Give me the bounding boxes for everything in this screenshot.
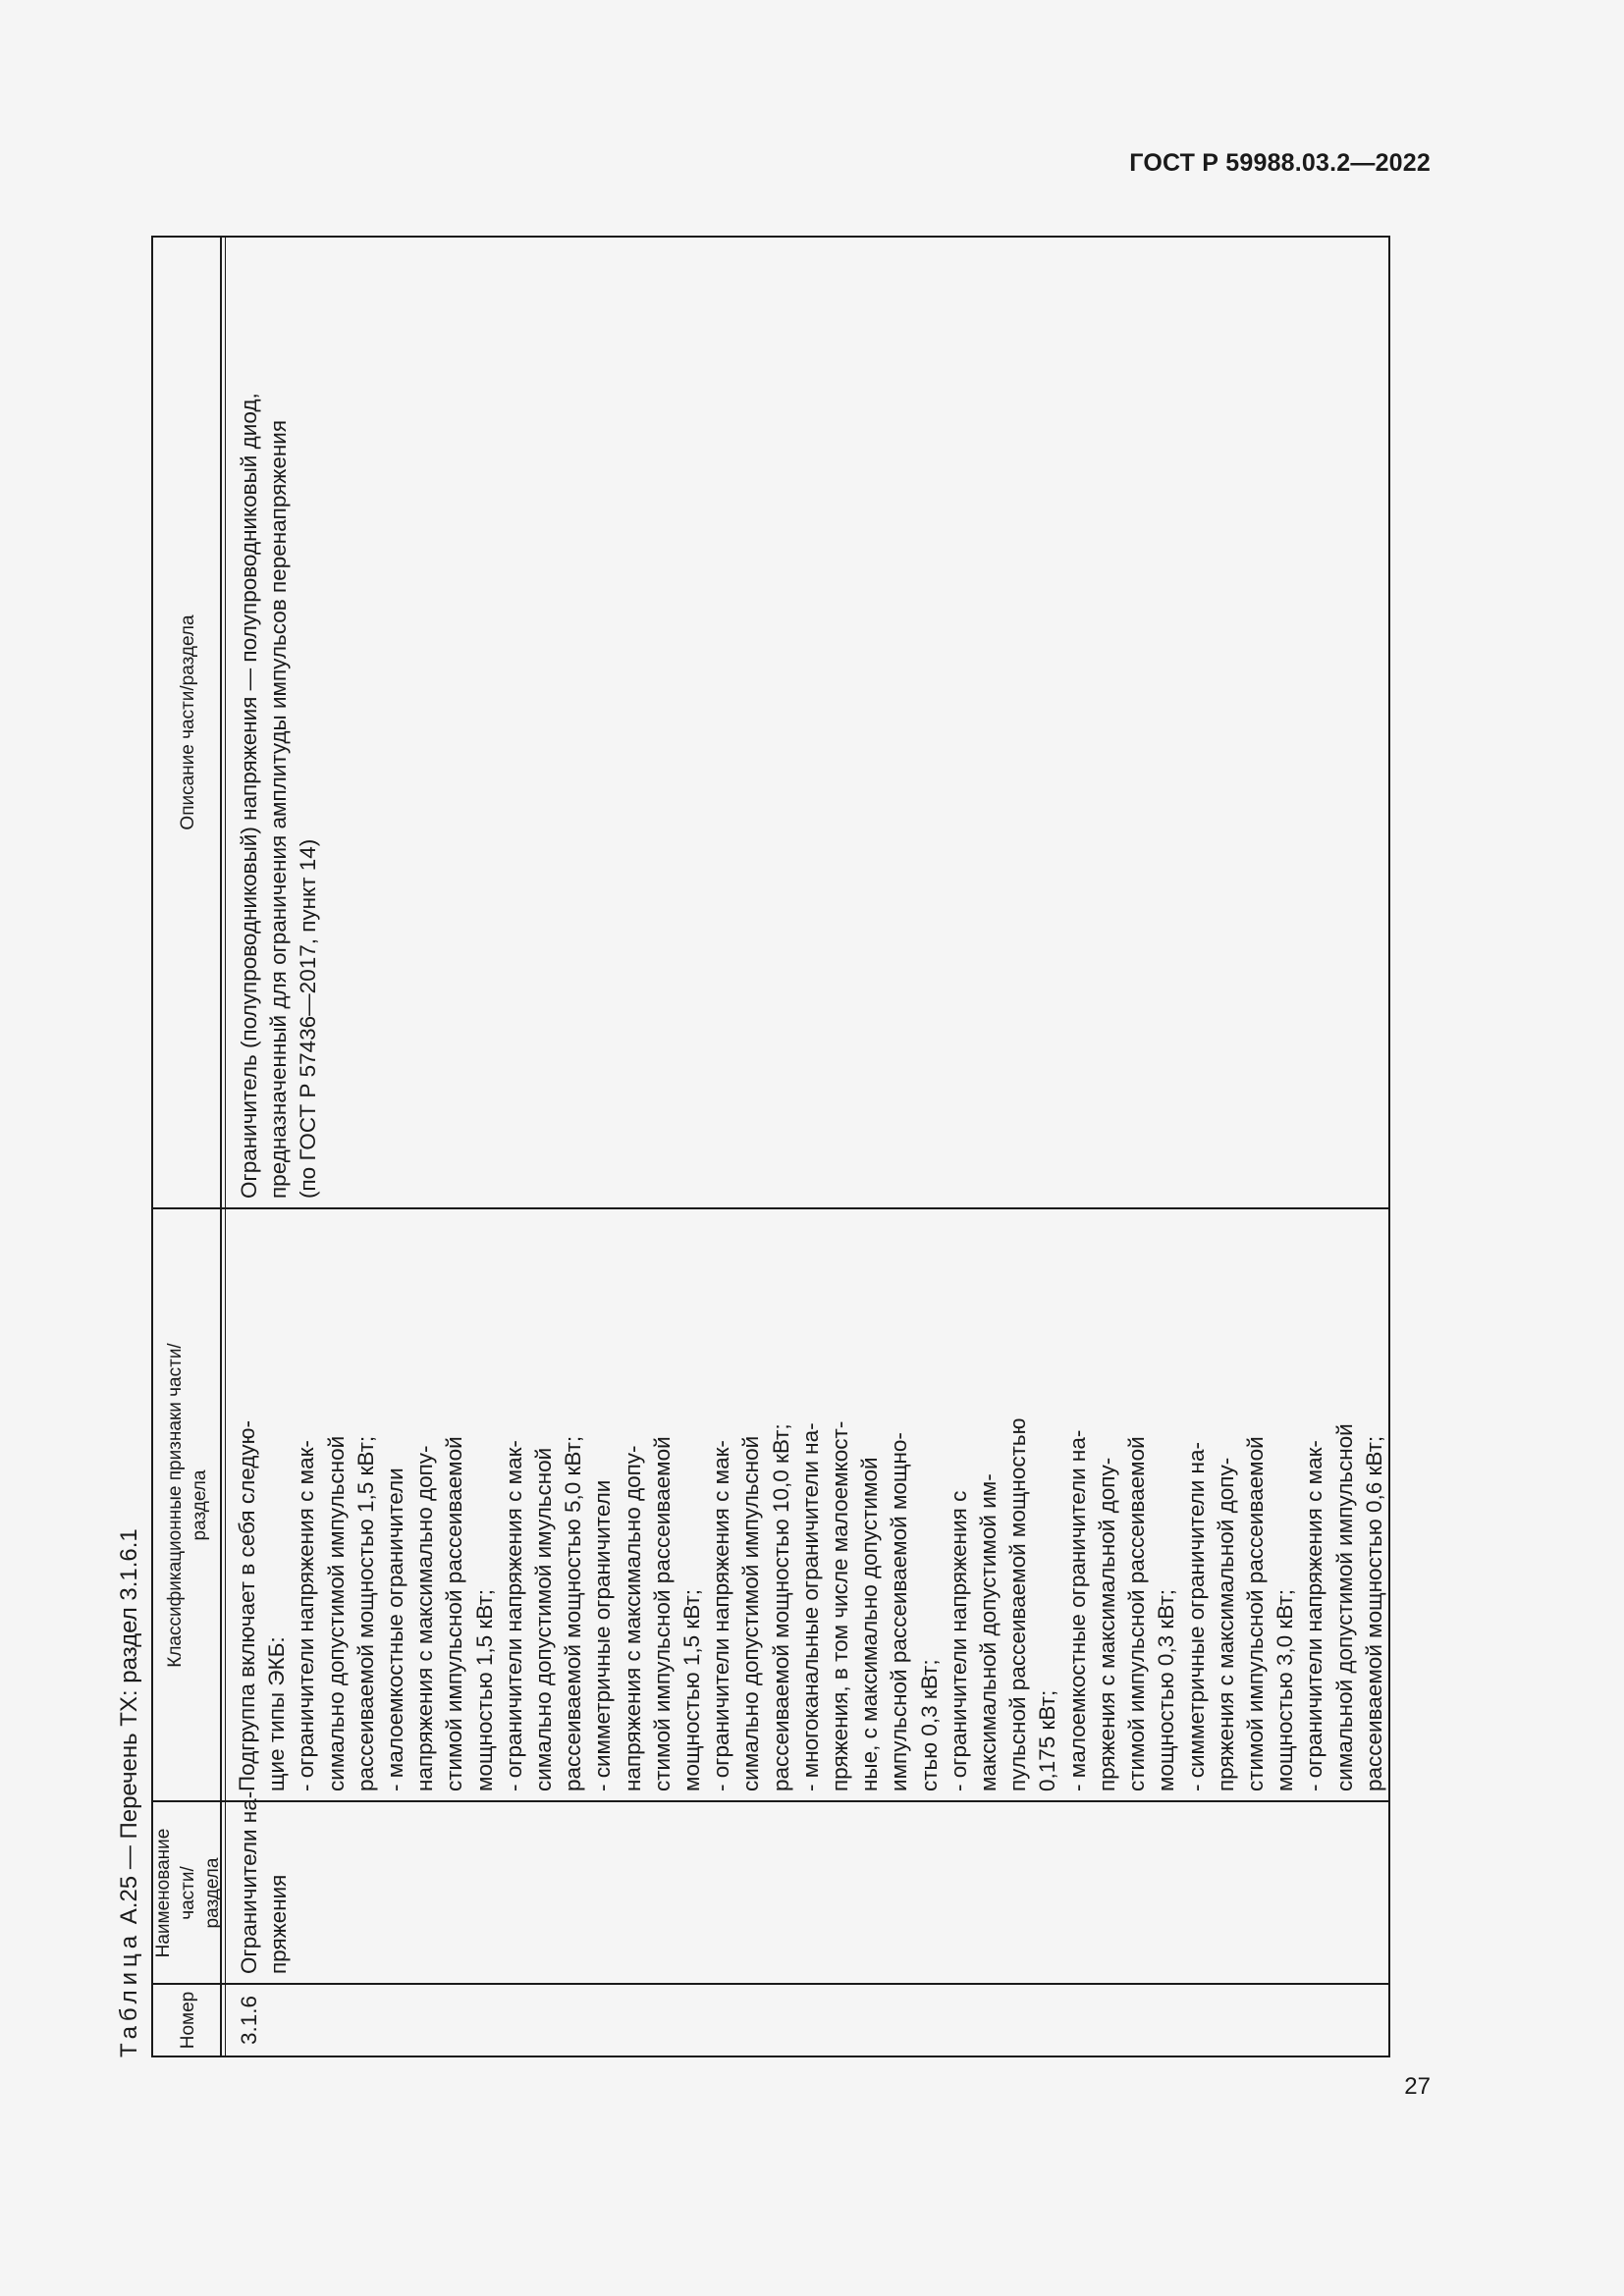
features-line: - малоемкостные ограничители на- xyxy=(1064,1429,1090,1791)
cell-name xyxy=(227,1790,1388,1984)
description-line: предназначенный для ограничения амплитуды импульсов перенапряжения xyxy=(266,419,292,1199)
features-line: щие типы ЭКБ: xyxy=(264,1636,290,1791)
header-name-text: Наименование части/ раздела xyxy=(152,1828,223,1958)
features-line: стимой импульсной рассеиваемой xyxy=(1242,1436,1268,1791)
cell-description xyxy=(227,237,1388,1208)
cell-number: 3.1.6 xyxy=(237,1995,261,2046)
features-line: максимальной допустимой им- xyxy=(976,1473,1001,1791)
features-line: симальной допустимой импульсной xyxy=(1331,1423,1357,1791)
features-line: симально допустимой импульсной xyxy=(738,1435,764,1791)
features-line: - многоканальные ограничители на- xyxy=(797,1422,823,1791)
features-line: симально допустимой имульсной xyxy=(531,1447,557,1791)
features-line: напряжения с максимально допу- xyxy=(412,1445,438,1791)
features-line: ные, с максимально допустимой xyxy=(857,1457,883,1791)
page-number: 27 xyxy=(1404,2073,1431,2100)
features-line: - ограничители напряжения с мак- xyxy=(709,1440,734,1791)
features-line: мощностью 0,3 кВт; xyxy=(1154,1588,1179,1791)
features-line: - симметричные ограничители на- xyxy=(1183,1442,1209,1791)
features-line: стью 0,3 кВт; xyxy=(916,1659,942,1791)
features-line: пряжения, в том числе малоемкост- xyxy=(828,1420,853,1791)
features-line: пряжения с максимальной допу- xyxy=(1094,1457,1119,1791)
features-line: стимой импульсной рассеиваемой xyxy=(1124,1436,1150,1791)
header-description: Описание части/раздела xyxy=(177,614,198,830)
features-line: рассеиваемой мощностью 10,0 кВт; xyxy=(768,1423,793,1791)
header-rule xyxy=(225,238,226,2056)
caption-title: А.25 — Перечень ТХ: раздел 3.1.6.1 xyxy=(116,1528,142,1931)
features-line: - симметричные ограничители xyxy=(590,1479,616,1791)
rotated-table-block xyxy=(108,222,1404,2057)
header-name xyxy=(153,1802,222,1984)
features-line: рассеиваемой мощностью 1,5 кВт; xyxy=(352,1435,378,1791)
features-line: пряжения с максимальной допу- xyxy=(1213,1457,1238,1791)
features-line: - ограничители напряжения с мак- xyxy=(1302,1440,1327,1791)
features-line: симально допустимой импульсной xyxy=(323,1435,349,1791)
features-line: напряжения с максимально допу- xyxy=(620,1445,645,1791)
features-line: пульсной рассеиваемой мощностью xyxy=(1005,1417,1031,1791)
header-features xyxy=(153,1209,222,1801)
description-line: (по ГОСТ Р 57436—2017, пункт 14) xyxy=(296,838,321,1199)
features-line: - ограничители напряжения с мак- xyxy=(501,1440,526,1791)
features-line: рассеиваемой мощностью 0,6 кВт; xyxy=(1361,1435,1386,1791)
header-number: Номер xyxy=(177,1991,198,2050)
cell-name-line: пряжения xyxy=(266,1874,292,1974)
table xyxy=(151,236,1390,2057)
features-line: стимой импульсной рассеиваемой xyxy=(649,1436,675,1791)
features-line: рассеиваемой мощностью 5,0 кВт; xyxy=(561,1435,586,1791)
cell-name-line: Ограничители на- xyxy=(237,1790,261,1974)
features-line: - малоемкостные ограничители xyxy=(383,1468,408,1791)
description-line: Ограничитель (полупроводниковый) напряжения — полупроводниковый диод, xyxy=(237,393,261,1199)
features-line: мощностью 1,5 кВт; xyxy=(471,1588,497,1791)
features-line: стимой импульсной рассеиваемой xyxy=(442,1436,467,1791)
features-line: мощностью 3,0 кВт; xyxy=(1272,1588,1298,1791)
standard-code: ГОСТ Р 59988.03.2—2022 xyxy=(1129,149,1431,177)
caption-label: Таблица xyxy=(116,1930,142,2057)
header-features-text: Классификационные признаки части/ раздела xyxy=(165,1343,210,1668)
features-line: 0,175 кВт; xyxy=(1035,1689,1060,1791)
cell-features xyxy=(227,1209,1388,1801)
features-line: - ограничители напряжения с мак- xyxy=(294,1440,319,1791)
features-line: мощностью 1,5 кВт; xyxy=(679,1588,705,1791)
features-line: - ограничители напряжения с xyxy=(946,1490,971,1791)
features-line: импульсной рассеиваемой мощно- xyxy=(887,1432,912,1791)
features-line: Подгруппа включает в себя следую- xyxy=(235,1420,259,1791)
table-caption xyxy=(108,232,151,2057)
